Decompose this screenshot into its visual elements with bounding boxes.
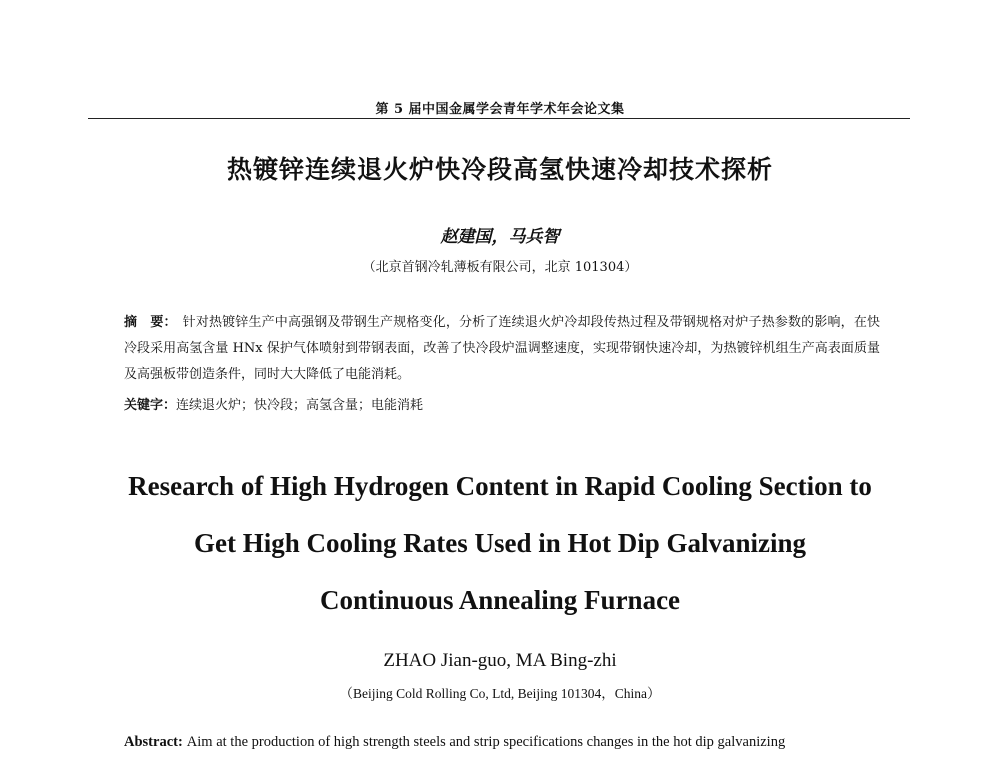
header-rule: [88, 118, 910, 119]
affiliation-cn: （北京首钢冷轧薄板有限公司，北京 101304）: [362, 260, 638, 275]
paper-title-cn: 热镀锌连续退火炉快冷段高氢快速冷却技术探析: [226, 155, 773, 184]
paper-title-en-line-3: Continuous Annealing Furnace: [319, 585, 681, 615]
keywords-cn-text: 连续退火炉；快冷段；高氢含量；电能消耗: [176, 398, 424, 413]
paper-title-en-line-1: Research of High Hydrogen Content in Rapid Cooling Section to: [128, 471, 872, 501]
keywords-cn-label: 关键字：: [124, 398, 177, 413]
journal-header: 第 5 届中国金属学会青年学术年会论文集: [375, 102, 625, 117]
abstract-cn-text: 针对热镀锌生产中高强钢及带钢生产规格变化，分析了连续退火炉冷却段传热过程及带钢规格对炉子热参数的影响，在快冷段采用高氢含量 HNx 保护气体喷射到带钢表面，改善了快冷段炉温调整速度，实现带钢快速冷却，为热镀锌机组生产高表面质量及高强板带创造条件，同时大大降低了电能消耗。: [124, 315, 880, 382]
abstract-cn-label: 摘 要：: [124, 315, 177, 330]
abstract-en: [124, 734, 880, 751]
affiliation-en: （Beijing Cold Rolling Co, Ltd, Beijing 101304，China）: [339, 686, 661, 701]
abstract-en-label: Abstract:: [124, 734, 183, 750]
paper-title-en: [0, 458, 1000, 629]
keywords-cn: [124, 396, 880, 416]
abstract-en-text: Aim at the production of high strength steels and strip specifications changes in the hot dip galvanizing: [186, 734, 786, 750]
paper-title-en-line-2: Get High Cooling Rates Used in Hot Dip Galvanizing: [193, 528, 807, 558]
authors-en: ZHAO Jian-guo, MA Bing-zhi: [383, 650, 617, 671]
authors-cn: 赵建国，马兵智: [440, 227, 560, 247]
abstract-cn: [124, 310, 880, 388]
